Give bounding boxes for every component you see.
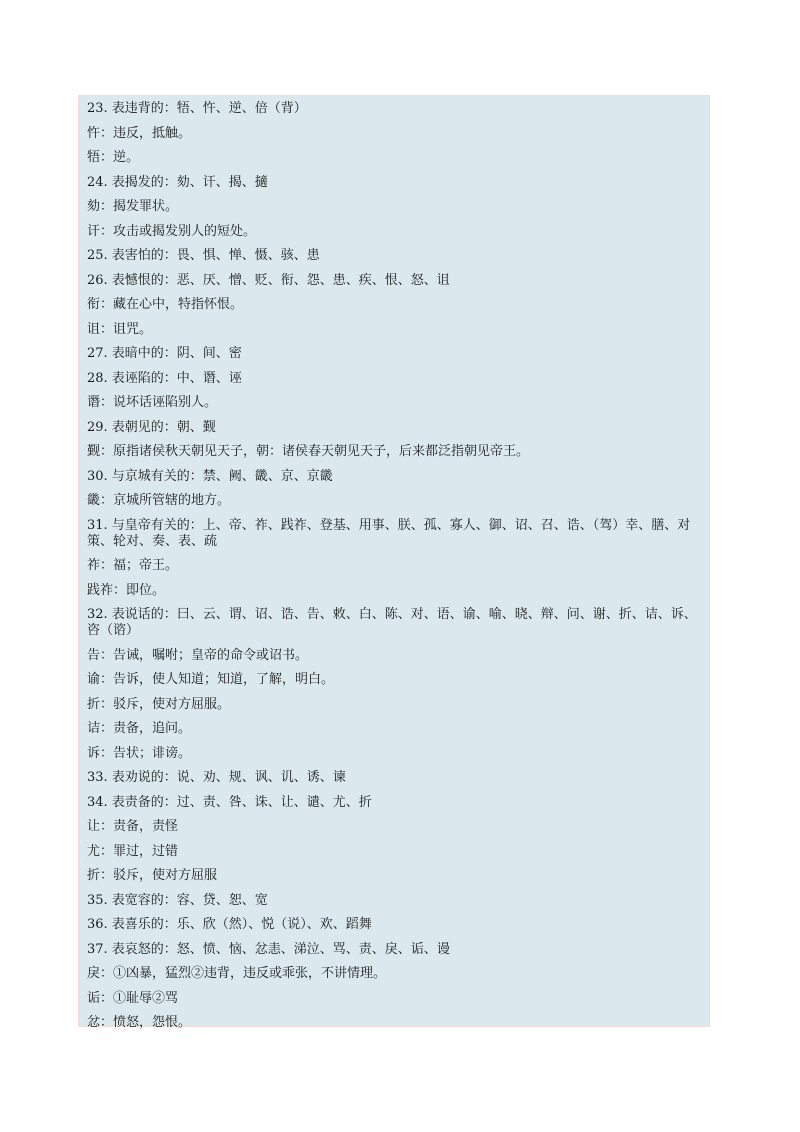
text-line: 28. 表诬陷的：中、谮、诬 (87, 370, 242, 386)
text-line: 23. 表违背的：牾、忤、逆、倍（背） (87, 101, 307, 116)
text-line: 27. 表暗中的：阴、间、密 (87, 346, 242, 361)
text-line: 祚：福；帝王。 (87, 558, 179, 573)
text-line: 谕：告诉，使人知道；知道，了解，明白。 (87, 672, 335, 687)
text-line: 劾：揭发罪状。 (87, 199, 179, 214)
text-line: 践祚：即位。 (87, 582, 166, 598)
text-line: 诘：责备，追问。 (87, 721, 192, 736)
text-line: 24. 表揭发的：劾、讦、揭、擿 (87, 174, 268, 190)
text-line: 32. 表说话的：曰、云、谓、诏、诰、告、敕、白、陈、对、语、谕、喻、晓、辩、问、谢、折、诘、诉、咨（谘） (87, 607, 697, 638)
text-line: 衔：藏在心中，特指怀恨。 (87, 297, 244, 312)
text-line: 诅：诅咒。 (87, 321, 153, 337)
text-line: 34. 表责备的：过、责、咎、诛、让、谴、尤、折 (87, 794, 372, 810)
text-line: 30. 与京城有关的：禁、阙、畿、京、京畿 (87, 468, 333, 484)
text-line: 37. 表哀怒的：怒、愤、恼、忿恚、涕泣、骂、责、戾、诟、谩 (87, 941, 450, 957)
text-line: 29. 表朝见的：朝、觐 (87, 419, 216, 435)
text-line: 诟：①耻辱②骂 (87, 990, 179, 1006)
text-line: 告：告诫，嘱咐；皇帝的命令或诏书。 (87, 647, 309, 663)
text-line: 忤：违反，抵触。 (87, 125, 192, 141)
text-line: 尤：罪过，过错 (87, 843, 179, 859)
text-line: 让：责备，责怪 (87, 819, 179, 834)
text-line: 畿：京城所管辖的地方。 (87, 493, 231, 508)
text-line: 36. 表喜乐的：乐、欣（然）、悦（说）、欢、蹈舞 (87, 917, 372, 932)
text-line: 谮：说坏话诬陷别人。 (87, 395, 218, 410)
text-line: 25. 表害怕的：畏、惧、惮、慑、骇、患 (87, 248, 320, 263)
text-line: 戾：①凶暴，猛烈②违背，违反或乖张，不讲情理。 (87, 966, 387, 981)
vocabulary-panel (78, 95, 710, 1030)
text-line: 忿：愤怒，怨恨。 (87, 1015, 192, 1030)
text-line: 31. 与皇帝有关的：上、帝、祚、践祚、登基、用事、朕、孤、寡人、御、诏、召、诰、（驾）幸、膳、对策、轮对、奏、表、疏 (87, 517, 691, 549)
text-line: 26. 表憾恨的：恶、厌、憎、贬、衔、怨、患、疾、恨、怒、诅 (87, 272, 450, 288)
text-line: 折：驳斥，使对方屈服 (87, 868, 218, 883)
text-line: 折：驳斥，使对方屈服。 (87, 696, 231, 712)
text-line: 诉：告状；诽谤。 (87, 745, 192, 761)
text-line: 讦：攻击或揭发别人的短处。 (87, 223, 257, 239)
text-line: 33. 表劝说的：说、劝、规、讽、讥、诱、谏 (87, 770, 346, 785)
text-line: 35. 表宽容的：容、贷、恕、宽 (87, 892, 268, 908)
text-line: 觐：原指诸侯秋天朝见天子，朝：诸侯春天朝见天子，后来都泛指朝见帝王。 (87, 444, 530, 459)
text-line: 牾：逆。 (87, 150, 140, 165)
